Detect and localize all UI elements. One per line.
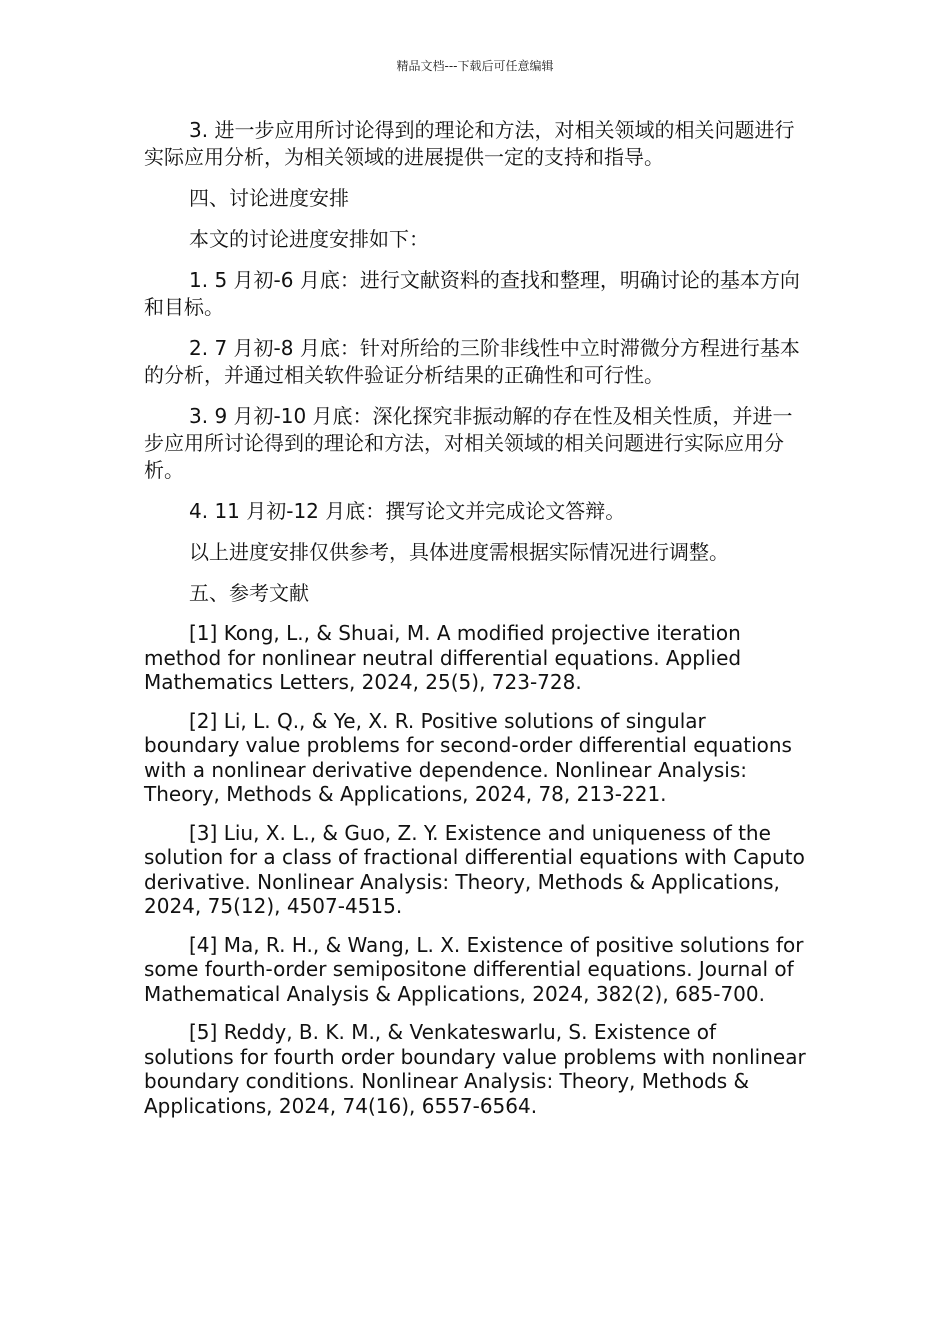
paragraph-schedule-intro: 本文的讨论进度安排如下：: [189, 227, 429, 251]
section-heading-schedule: 四、讨论进度安排: [189, 186, 349, 210]
reference-item: [4] Ma, R. H., & Wang, L. X. Existence of positive solutions for some fourth-order semipositone differential equations. Journal of Mathematical Analysis & Applications, 2024, 382(2), 685-700.: [144, 932, 804, 1006]
reference-item: [2] Li, L. Q., & Ye, X. R. Positive solutions of singular boundary value problems for second-order differential equations with a nonlinear derivative dependence. Nonlinear Analysis: Theory, Methods & Applications, 2024, 78, 213-221.: [144, 708, 792, 806]
schedule-item-2: 2. 7 月初-8 月底：针对所给的三阶非线性中立时滞微分方程进行基本的分析，并通过相关软件验证分析结果的正确性和可行性。: [144, 336, 800, 387]
reference-item: [5] Reddy, B. K. M., & Venkateswarlu, S. Existence of solutions for fourth order boundary value problems with nonlinear boundary conditions. Nonlinear Analysis: Theory, Methods & Applications, 2024, 74(16), 6557-6564.: [144, 1020, 806, 1118]
reference-item: [3] Liu, X. L., & Guo, Z. Y. Existence and uniqueness of the solution for a class of fractional differential equations with Caputo derivative. Nonlinear Analysis: Theory, Methods & Applications, 2024, 75(12), 4507-4515.: [144, 820, 805, 918]
document-body: [144, 117, 806, 1132]
schedule-note: 以上进度安排仅供参考，具体进度需根据实际情况进行调整。: [189, 540, 729, 564]
schedule-item-1: 1. 5 月初-6 月底：进行文献资料的查找和整理，明确讨论的基本方向和目标。: [144, 268, 800, 319]
schedule-item-4: 4. 11 月初-12 月底：撰写论文并完成论文答辩。: [189, 499, 626, 523]
paragraph-application-goal: 3. 进一步应用所讨论得到的理论和方法，对相关领域的相关问题进行实际应用分析，为相关领域的进展提供一定的支持和指导。: [144, 118, 795, 169]
schedule-item-3: 3. 9 月初-10 月底：深化探究非振动解的存在性及相关性质，并进一步应用所讨论得到的理论和方法，对相关领域的相关问题进行实际应用分析。: [144, 404, 793, 482]
page-header: 精品文档---下载后可任意编辑: [396, 59, 554, 73]
reference-item: [1] Kong, L., & Shuai, M. A modified projective iteration method for nonlinear neutral differential equations. Applied Mathematics Letters, 2024, 25(5), 723-728.: [144, 621, 742, 694]
section-heading-references: 五、参考文献: [189, 581, 309, 605]
